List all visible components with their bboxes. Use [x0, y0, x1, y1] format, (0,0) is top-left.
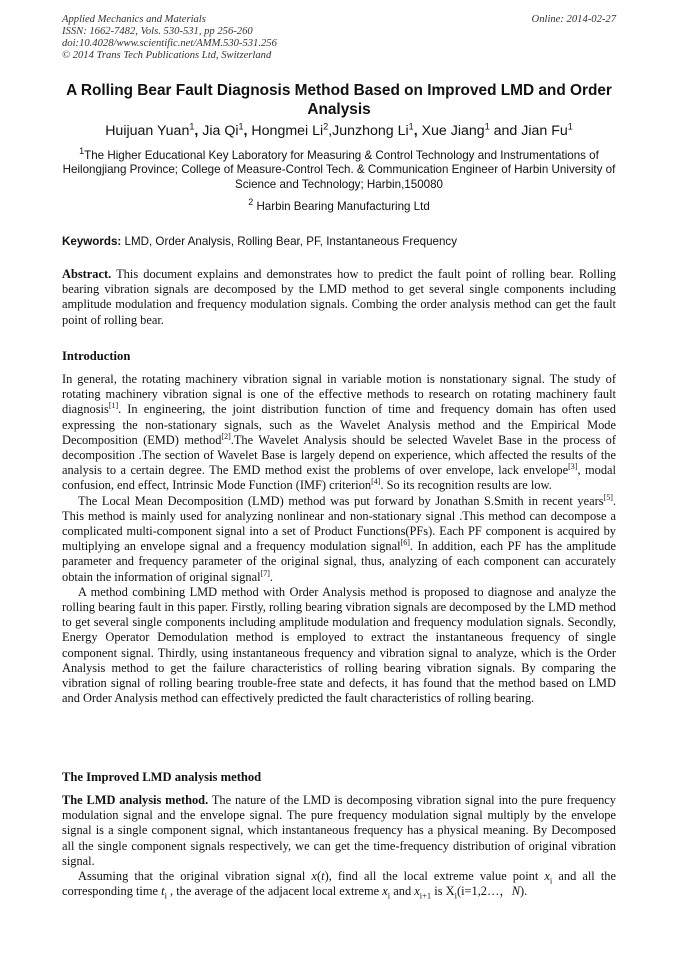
- subsection-label: The LMD analysis method.: [62, 793, 209, 807]
- doi-line: doi:10.4028/www.scientific.net/AMM.530-531.256: [62, 38, 277, 49]
- keywords-text: LMD, Order Analysis, Rolling Bear, PF, Instantaneous Frequency: [124, 235, 458, 248]
- journal-header: [62, 14, 616, 62]
- citation: [3]: [568, 462, 578, 472]
- text-run: and: [390, 884, 415, 899]
- text-run: . In addition, each PF has the amplitude parameter and frequency parameter of the original signal, thus, analyzing of each component can accurately obtain the information of original signal: [62, 539, 616, 584]
- author-affil-sup: 2: [323, 121, 329, 132]
- paragraph: [62, 494, 616, 585]
- text-run: ).: [520, 884, 528, 899]
- citation: [1]: [108, 401, 119, 411]
- author-affil-sup: 1: [238, 121, 244, 132]
- math-var: N: [511, 884, 521, 899]
- citation: [6]: [400, 538, 410, 548]
- abstract-label: Abstract.: [62, 267, 112, 281]
- keywords: [62, 234, 616, 249]
- affiliation-2: [62, 197, 616, 214]
- section-heading-introduction: Introduction: [62, 349, 131, 363]
- author-name: Jia Qi: [202, 123, 239, 139]
- author-affil-sup: 1: [567, 121, 573, 132]
- math-sub: i: [454, 890, 457, 901]
- abstract: [62, 267, 616, 328]
- math-var: t: [321, 869, 325, 884]
- keywords-label: Keywords:: [62, 235, 122, 248]
- math-var: x: [414, 884, 420, 899]
- citation: [2]: [221, 431, 231, 441]
- paragraph: [62, 372, 616, 494]
- text-run: The nature of the LMD is decomposing vibration signal into the pure frequency modulation signal and the envelope signal. The pure frequency modulation signal multiply by the envelope signal is a single component signal, which instantaneous frequency has a physical meaning. By Decomposed all the single component signals respectively, we can get the time-frequency distribution of original vibration signal.: [62, 793, 616, 868]
- math-var: x: [382, 884, 388, 899]
- math-var: t: [161, 884, 165, 899]
- text-run: (i=1,2…，: [456, 884, 512, 899]
- text-run: . In engineering, the joint distribution function of time and frequency domain has often used expressing the non-stationary signals, such as the Wavelet Analysis method and the Empirical Mode Decomposition (EMD) method: [62, 402, 616, 447]
- improved-lmd-body: [62, 793, 616, 899]
- text-run: , modal confusion, end effect, Intrinsic Mode Function (IMF) criterion: [62, 463, 616, 493]
- text-run: The Local Mean Decomposition (LMD) method was put forward by Jonathan S.Smith in recent years: [78, 493, 604, 508]
- text-run: is X: [431, 884, 455, 899]
- text-run: .: [269, 569, 273, 584]
- affiliation-text: Harbin Bearing Manufacturing Ltd: [256, 200, 430, 213]
- text-run: Assuming that the original vibration signal: [78, 869, 312, 884]
- author-name: Jian Fu: [521, 123, 568, 139]
- introduction-body: [62, 372, 616, 706]
- author-name: Hongmei Li: [251, 123, 324, 139]
- math-sub: i: [387, 890, 391, 901]
- author-affil-sup: 1: [189, 121, 195, 132]
- author-name: Xue Jiang: [421, 123, 485, 139]
- paragraph: [62, 793, 616, 869]
- paragraph: A method combining LMD method with Order Analysis method is proposed to diagnose and analyze the rolling bearing fault in this paper. Firstly, rolling bearing vibration signals are decomposed by the LMD method to get several single components including amplitude modulation and frequency modulation signals. Secondly, Energy Operator Demodulation method is employed to extract the instantaneous frequency of single component signal. Thirdly, using instantaneous frequency and vibration signal to analyze, which is the Order Analysis method to get the failure characteristics of rolling bearing vibration signals. By comparing the vibration signal of rolling bearing trouble-free state and defects, it has found that the method based on LMD and Order Analysis method can effectively predicted the fault characteristics of rolling bearing.: [62, 584, 616, 706]
- author-separator: and: [489, 123, 522, 139]
- text-run: ), find all the local extreme value point: [324, 869, 545, 884]
- affiliation-text: The Higher Educational Key Laboratory for Measuring & Control Technology and Instrumentations of Heilongjiang Province; College of Measure-Control Tech. & Communication Engineer of Harbin University of Science and Technology; Harbin,150080: [62, 149, 616, 191]
- math-var: x: [311, 869, 317, 884]
- paragraph: [62, 869, 616, 899]
- author-separator: ,: [194, 123, 203, 139]
- math-var: x: [544, 869, 550, 884]
- author-separator: ,: [328, 123, 333, 139]
- copyright-line: © 2014 Trans Tech Publications Ltd, Switzerland: [62, 50, 272, 61]
- math-sub: i: [164, 890, 167, 901]
- text-run: . This method is mainly used for analyzing nonlinear and non-stationary signal .This method can decompose a complicated multi-component signal into a set of Product Functions(PFs). Each PF component is acquired by multiplying an envelope signal and a frequency modulation signal: [62, 493, 616, 554]
- abstract-text: This document explains and demonstrates how to predict the fault point of rolling bear. Rolling bearing vibration signals are decomposed by the LMD method to get several single components including amplitude modulation and frequency modulation signals. Combing the order analysis method can get the fault point of rolling bear.: [62, 267, 616, 327]
- text-run: . So its recognition results are low.: [380, 478, 552, 493]
- affiliation-sup: 1: [79, 146, 85, 157]
- text-run: In general, the rotating machinery vibration signal in variable motion is nonstationary signal. The study of rotating machinery vibration signal is one of the effective methods to research on rotating machinery fault diagnosis: [62, 372, 616, 417]
- author-list: [62, 122, 616, 140]
- text-run: , the average of the adjacent local extreme: [166, 884, 383, 899]
- author-affil-sup: 1: [484, 121, 490, 132]
- text-run: .The Wavelet Analysis should be selected Wavelet Base in the process of decomposition .The section of Wavelet Base is largely depend on experience, which affected the results of the analysis to a certain degree. The EMD method exist the problems of over envelope, lack envelope: [62, 432, 617, 478]
- online-date: Online: 2014-02-27: [531, 14, 616, 25]
- author-name: Huijuan Yuan: [105, 123, 190, 139]
- citation: [5]: [603, 492, 613, 502]
- citation: [4]: [371, 477, 381, 487]
- text-run: (: [316, 869, 322, 884]
- author-name: Junzhong Li: [332, 123, 409, 139]
- author-affil-sup: 1: [408, 121, 414, 132]
- journal-name: Applied Mechanics and Materials: [62, 14, 206, 25]
- text-run: and all the corresponding time: [62, 869, 616, 899]
- issn-line: ISSN: 1662-7482, Vols. 530-531, pp 256-260: [62, 26, 253, 37]
- affiliation-sup: 2: [248, 197, 254, 208]
- author-separator: ,: [243, 123, 252, 139]
- citation: [7]: [260, 568, 270, 578]
- paper-title: A Rolling Bear Fault Diagnosis Method Based on Improved LMD and Order Analysis: [66, 82, 612, 118]
- math-sub: i+1: [419, 890, 432, 901]
- author-separator: ,: [413, 123, 422, 139]
- affiliation-1: [62, 146, 616, 192]
- section-heading-improved-lmd: The Improved LMD analysis method: [62, 770, 262, 784]
- math-sub: i: [549, 875, 553, 886]
